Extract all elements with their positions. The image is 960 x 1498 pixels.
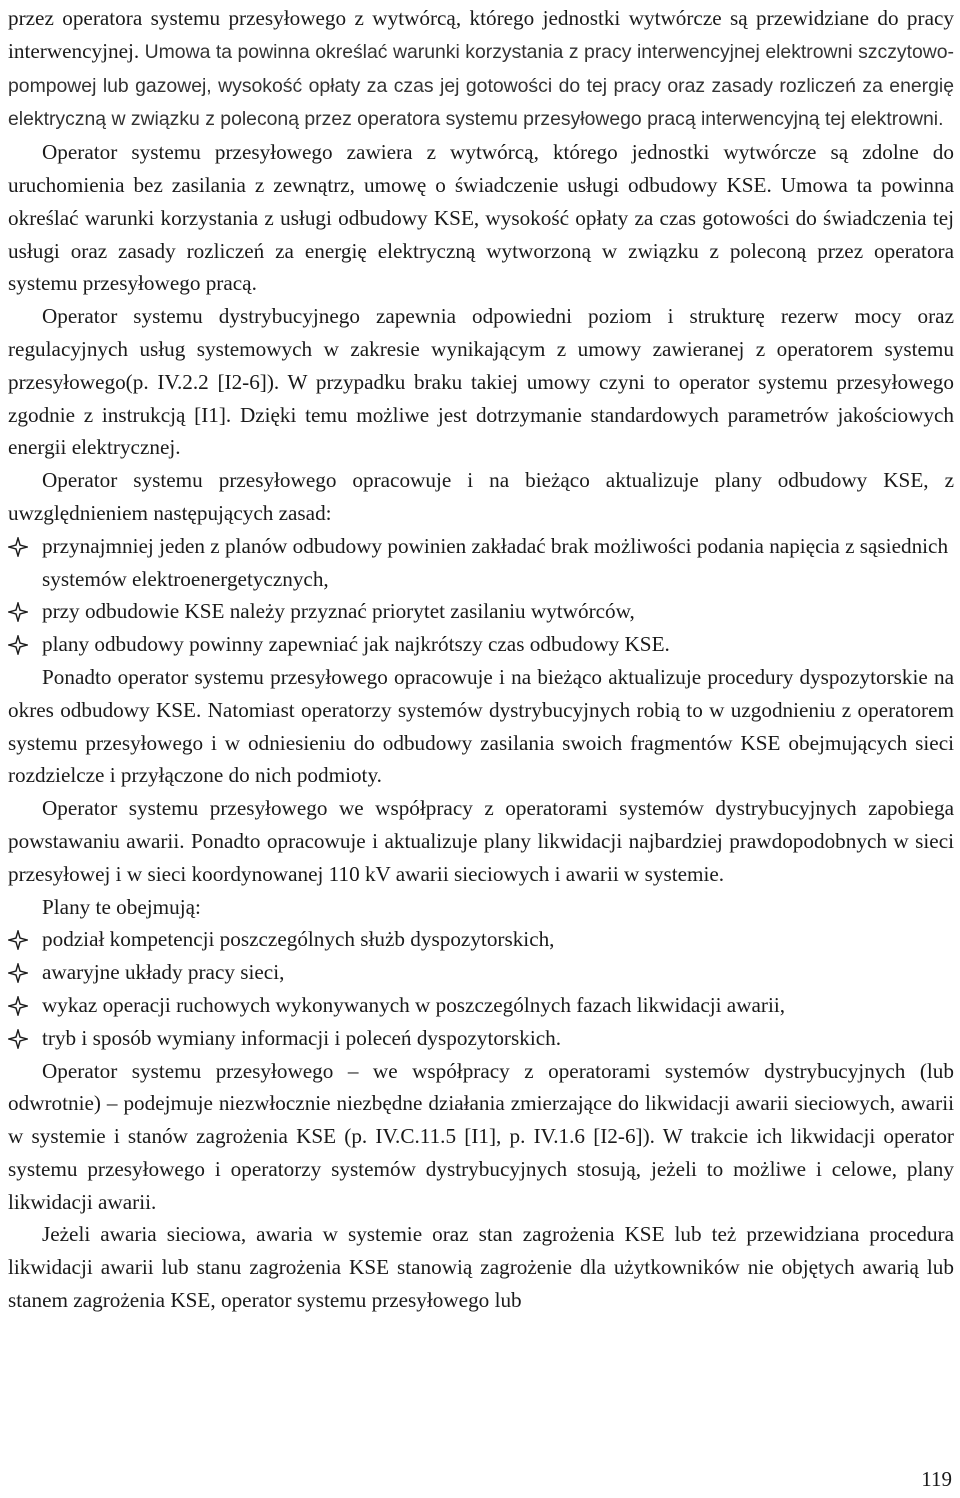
four-point-star-outline-icon: [8, 963, 28, 983]
list-zasady-odbudowy: [8, 530, 954, 661]
list-item-text: plany odbudowy powinny zapewniać jak najkrótszy czas odbudowy KSE.: [42, 632, 670, 657]
paragraph-plany-odbudowy: Operator systemu przesyłowego opracowuje i na bieżąco aktualizuje plany odbudowy KSE, z uwzględnieniem następujących zasad:: [8, 468, 954, 525]
list-item: [8, 989, 954, 1022]
four-point-star-outline-icon: [8, 1029, 28, 1049]
list-item-text: przynajmniej jeden z planów odbudowy powinien zakładać brak możliwości podania napięcia z sąsiednich systemów elektroenergetycznych,: [42, 533, 949, 591]
paragraph-plany-obejmuja: Plany te obejmują:: [42, 894, 201, 919]
paragraph-likwidacja-awarii: Operator systemu przesyłowego – we współpracy z operatorami systemów dystrybucyjnych (lub odwrotnie) – podejmuje niezwłocznie niezbędne działania zmierzające do likwidacji awarii sieciowych, awarii w systemie i stanów zagrożenia KSE (p. IV.C.11.5 [I1], p. IV.1.6 [I2-6]). W trakcie ich likwidacji operator systemu przesyłowego i operatorzy systemów dystrybucyjnych stosują, jeżeli to możliwe i celowe, plany likwidacji awarii.: [8, 1058, 954, 1214]
four-point-star-outline-icon: [8, 635, 28, 655]
four-point-star-outline-icon: [8, 930, 28, 950]
paragraph-odbudowa-umowa: Operator systemu przesyłowego zawiera z wytwórcą, którego jednostki wytwórcze są zdolne do uruchomienia bez zasilania z zewnątrz, umowę o świadczenie usługi odbudowy KSE. Umowa ta powinna określać warunki korzystania z usługi odbudowy KSE, wysokość opłaty za czas gotowości do świadczenia tej usługi oraz zasady rozliczeń za energię elektryczną wytworzoną w związku z poleconą przez operatora systemu przesyłowego pracą.: [8, 140, 954, 296]
paragraph-zapobieganie-awariom: Operator systemu przesyłowego we współpracy z operatorami systemów dystrybucyjnych zapobiega powstawaniu awarii. Ponadto opracowuje i aktualizuje plany likwidacji najbardziej prawdopodobnych w sieci przesyłowej i w sieci koordynowanej 110 kV awarii sieciowych i awarii w systemie.: [8, 796, 954, 886]
list-item-text: tryb i sposób wymiany informacji i poleceń dyspozytorskich.: [42, 1025, 562, 1050]
list-item: [8, 956, 954, 989]
list-item-text: przy odbudowie KSE należy przyznać priorytet zasilaniu wytwórców,: [42, 599, 635, 624]
list-item-text: podział kompetencji poszczególnych służb dyspozytorskich,: [42, 927, 555, 952]
list-item-text: awaryjne układy pracy sieci,: [42, 960, 285, 985]
list-item: [8, 923, 954, 956]
page-body: [8, 2, 954, 1317]
four-point-star-outline-icon: [8, 602, 28, 622]
paragraph-procedury-dyspozytorskie: Ponadto operator systemu przesyłowego opracowuje i na bieżąco aktualizuje procedury dyspozytorskie na okres odbudowy KSE. Natomiast operatorzy systemów dystrybucyjnych robią to w uzgodnieniu z operatorem systemu przesyłowego i w odniesieniu do odbudowy zasilania swoich fragmentów KSE obejmujących sieci rozdzielcze i przyłączone do nich podmioty.: [8, 664, 954, 788]
page-number: 119: [921, 1467, 952, 1491]
four-point-star-outline-icon: [8, 537, 28, 557]
paragraph-intro-sans: Umowa ta powinna określać warunki korzystania z pracy interwencyjnej elektrowni szczytowo-pompowej lub gazowej, wysokość opłaty za czas jej gotowości do tej pracy oraz zasady rozliczeń za energię elektryczną w związku z poleconą przez operatora systemu przesyłowego pracą interwencyjną tej elektrowni.: [8, 40, 955, 131]
paragraph-rezerwy-mocy: Operator systemu dystrybucyjnego zapewnia odpowiedni poziom i strukturę rezerw mocy oraz regulacyjnych usług systemowych w zakresie wynikającym z umowy zawieranej z operatorem systemu przesyłowego(p. IV.2.2 [I2-6]). W przypadku braku takiej umowy czyni to operator systemu przesyłowego zgodnie z instrukcją [I1]. Dzięki temu możliwe jest dotrzymanie standardowych parametrów jakościowych energii elektrycznej.: [8, 304, 954, 460]
list-item: [8, 1022, 954, 1055]
paragraph-zagrozenie-uzytkownikow: Jeżeli awaria sieciowa, awaria w systemie oraz stan zagrożenia KSE lub też przewidziana procedura likwidacji awarii lub stanu zagrożenia KSE stanowią zagrożenie dla użytkowników nie objętych awarią lub stanem zagrożenia KSE, operator systemu przesyłowego lub: [8, 1222, 954, 1313]
list-item: [8, 595, 954, 628]
list-item-text: wykaz operacji ruchowych wykonywanych w poszczególnych fazach likwidacji awarii,: [42, 992, 786, 1017]
paragraph-intro: [8, 2, 954, 136]
four-point-star-outline-icon: [8, 996, 28, 1016]
list-item: [8, 628, 954, 661]
list-item: [8, 530, 954, 596]
list-zakres-planow: [8, 923, 954, 1054]
paragraph-intro-serif: przez operatora systemu przesyłowego z wytwórcą, którego jednostki wytwórcze są przewidziane do pracy interwencyjnej.: [8, 6, 954, 63]
